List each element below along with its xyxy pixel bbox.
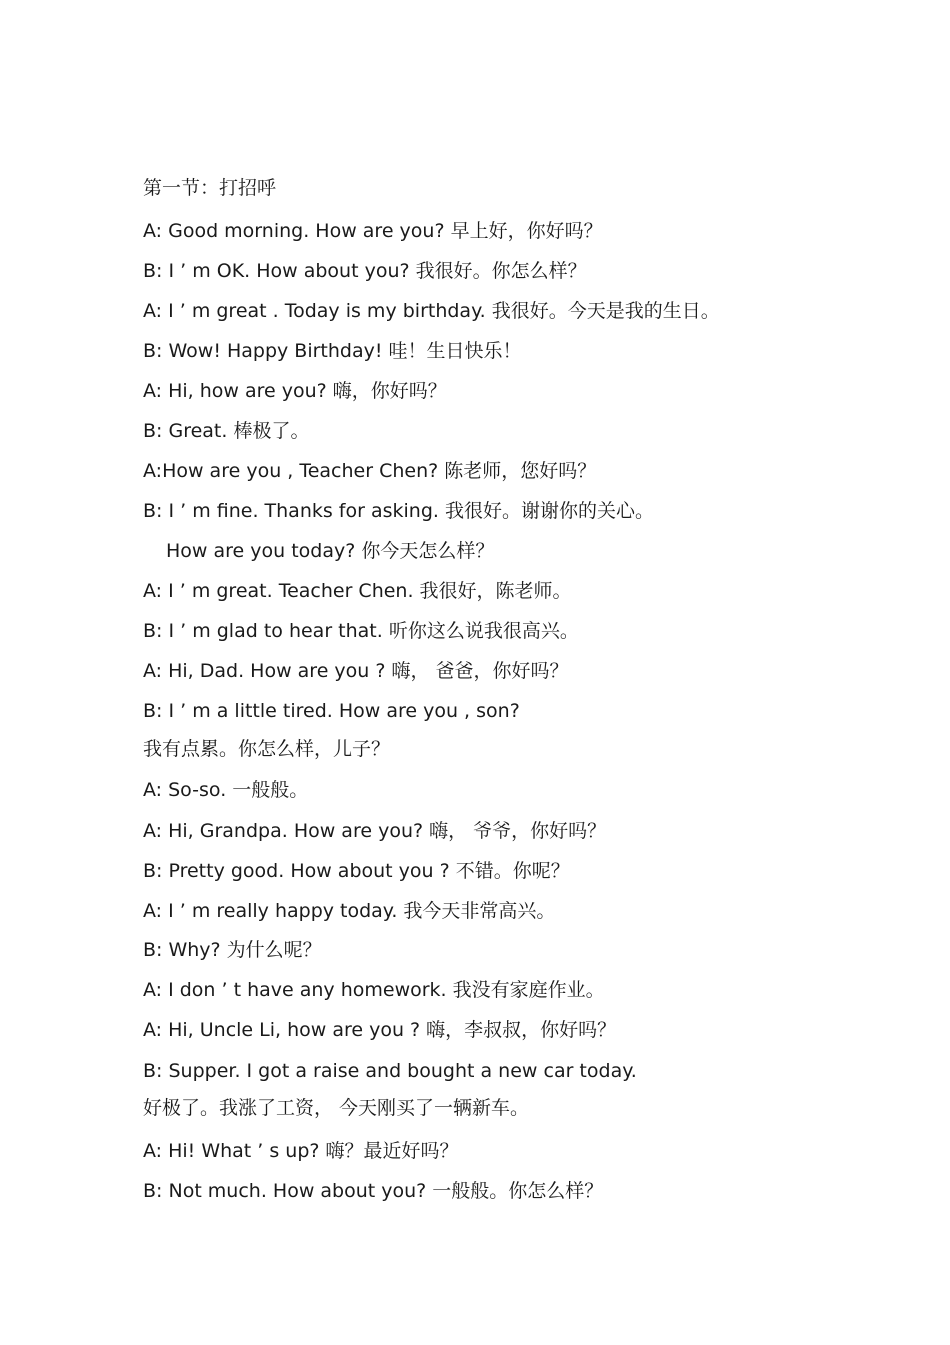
dialogue-line: B: Why? 为什么呢？ — [143, 939, 322, 961]
dialogue-line: A: Hi, Uncle Li, how are you ? 嗨，李叔叔，你好吗？ — [143, 1019, 617, 1041]
dialogue-translation: 好极了。我涨了工资， 今天刚买了一辆新车。 — [143, 1097, 530, 1119]
dialogue-line: A: I ’ m really happy today. 我今天非常高兴。 — [143, 900, 556, 922]
dialogue-line: B: Pretty good. How about you ? 不错。你呢？ — [143, 860, 570, 882]
dialogue-line: B: Great. 棒极了。 — [143, 420, 310, 442]
dialogue-line: A: I ’ m great . Today is my birthday. 我很好。今天是我的生日。 — [143, 300, 720, 322]
dialogue-line: A: Hi! What ’ s up? 嗨？最近好吗？ — [143, 1140, 459, 1162]
dialogue-line: A: I don ’ t have any homework. 我没有家庭作业。 — [143, 979, 605, 1001]
dialogue-line: How are you today? 你今天怎么样？ — [166, 540, 495, 562]
dialogue-line: A: Hi, Grandpa. How are you? 嗨， 爷爷，你好吗？ — [143, 820, 607, 842]
dialogue-line: B: Not much. How about you? 一般般。你怎么样？ — [143, 1180, 604, 1202]
dialogue-line: A: Hi, how are you? 嗨，你好吗？ — [143, 380, 447, 402]
dialogue-line: A:How are you , Teacher Chen? 陈老师，您好吗？ — [143, 460, 597, 482]
dialogue-line: B: I ’ m OK. How about you? 我很好。你怎么样？ — [143, 260, 587, 282]
dialogue-line: A: Good morning. How are you? 早上好，你好吗？ — [143, 220, 603, 242]
dialogue-line: A: Hi, Dad. How are you ? 嗨， 爸爸，你好吗？ — [143, 660, 569, 682]
dialogue-line: A: So-so. 一般般。 — [143, 779, 309, 801]
dialogue-line: B: I ’ m glad to hear that. 听你这么说我很高兴。 — [143, 620, 579, 642]
dialogue-line: A: I ’ m great. Teacher Chen. 我很好，陈老师。 — [143, 580, 572, 602]
dialogue-line: B: Wow! Happy Birthday! 哇！生日快乐！ — [143, 340, 522, 362]
section-heading: 第一节：打招呼 — [143, 177, 277, 199]
dialogue-line: B: Supper. I got a raise and bought a new car today. — [143, 1060, 637, 1082]
dialogue-line: B: I ’ m a little tired. How are you , son? — [143, 700, 520, 722]
dialogue-line: B: I ’ m fine. Thanks for asking. 我很好。谢谢你的关心。 — [143, 500, 654, 522]
dialogue-translation: 我有点累。你怎么样，儿子？ — [143, 738, 391, 760]
